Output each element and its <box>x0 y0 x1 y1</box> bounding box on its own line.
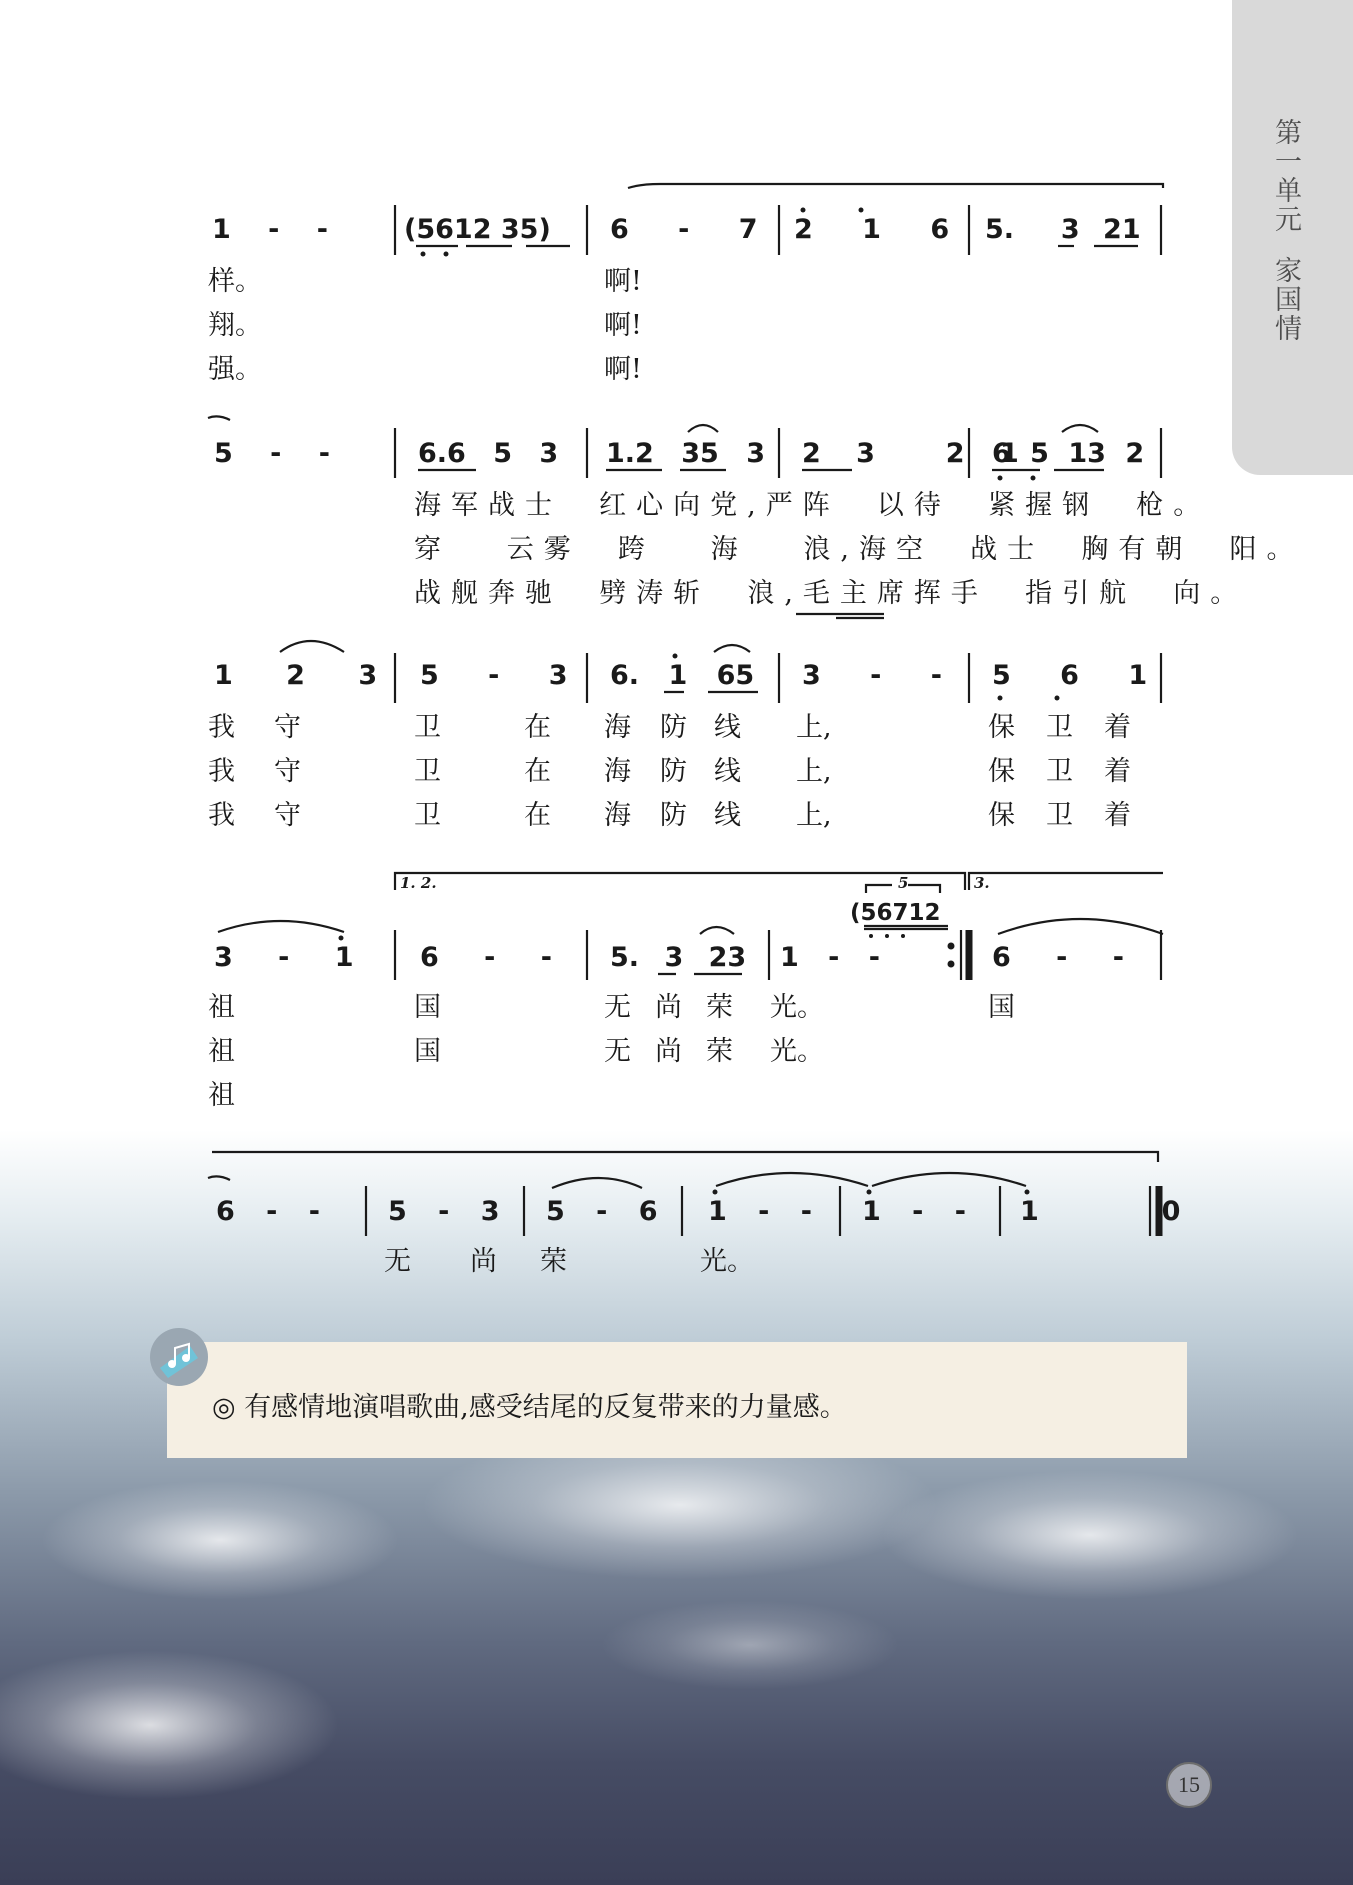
lyric-line: 战舰奔驰 劈涛斩 浪,毛主席挥手 指引航 向。 <box>414 578 1248 609</box>
lyric: 光。 <box>700 1246 754 1277</box>
notes: 5. 3 23 <box>610 942 747 973</box>
lyric: 上, <box>796 712 832 743</box>
unit-title: 家国情 <box>1270 256 1301 343</box>
lyric: 保 <box>988 756 1015 787</box>
high-dot <box>801 208 806 213</box>
score-row-4 <box>208 873 1163 1111</box>
volta-bracket-3 <box>969 873 1163 890</box>
tie <box>716 1173 868 1186</box>
lyric: 保 <box>988 712 1015 743</box>
lyric: 啊! <box>604 310 642 341</box>
notes: 1 - - <box>780 942 880 973</box>
notes: 6 - - <box>420 942 552 973</box>
lyric: 守 <box>274 800 301 831</box>
wave-foam <box>40 1480 400 1600</box>
lyric: 着 <box>1104 800 1131 831</box>
low-dot <box>998 476 1003 481</box>
high-dot <box>713 1190 718 1195</box>
notes: 1 - - <box>708 1196 812 1227</box>
notes: 5 - 3 <box>420 660 568 691</box>
lyric: 尚 <box>470 1246 497 1277</box>
lyric: 上, <box>796 756 832 787</box>
lyric: 着 <box>1104 712 1131 743</box>
ornament-notes: (56712 <box>850 900 941 926</box>
lyric: 卫 <box>1046 756 1073 787</box>
low-dot <box>901 934 905 938</box>
low-dot <box>869 934 873 938</box>
lyric: 卫 <box>414 800 441 831</box>
notes: 5 - 6 <box>546 1196 658 1227</box>
notes: 6 - - <box>216 1196 320 1227</box>
score-row-3 <box>208 641 1161 831</box>
score-row-1 <box>208 184 1163 385</box>
notes: 3 - - <box>802 660 942 691</box>
volta-bracket-1 <box>395 873 965 890</box>
high-dot <box>867 1190 872 1195</box>
tie <box>872 1173 1026 1186</box>
page-number: 15 <box>1166 1762 1212 1808</box>
notes: 3 - 1 <box>214 942 354 973</box>
high-dot <box>673 654 678 659</box>
lyric: 我 <box>208 800 235 831</box>
notes: 1 0 <box>1020 1196 1181 1227</box>
lyric: 国 <box>414 1036 441 1067</box>
lyric: 线 <box>714 800 741 831</box>
slur <box>700 927 734 934</box>
lyric: 海 <box>604 800 631 831</box>
lyric: 海 <box>604 756 631 787</box>
high-dot <box>1025 1190 1030 1195</box>
wave-foam <box>600 1600 900 1690</box>
lyric: 防 <box>660 712 687 743</box>
lyric: 我 <box>208 756 235 787</box>
tie-end <box>208 416 230 420</box>
lyric: 无尚荣 <box>604 1036 757 1067</box>
notes: 6 5 13 2 <box>992 438 1145 469</box>
lyric: 卫 <box>414 712 441 743</box>
lyric-line: 穿 云雾 跨 海 浪,海空 战士 胸有朝 阳。 <box>414 534 1304 565</box>
notes: 1 - - <box>862 1196 966 1227</box>
phrase-slur <box>628 184 1163 188</box>
lyric: 防 <box>660 800 687 831</box>
slur <box>218 921 344 932</box>
volta-label: 1. 2. <box>400 874 437 892</box>
lyric: 光。 <box>770 1036 824 1067</box>
low-dot <box>444 252 449 257</box>
unit-number: 第一单元 <box>1270 118 1301 234</box>
lyric: 无 <box>384 1246 411 1277</box>
lyric: 荣 <box>540 1246 567 1277</box>
slur <box>714 645 750 652</box>
lyric: 样。 <box>208 266 262 297</box>
notes: 6.6 5 3 <box>418 438 559 469</box>
slur <box>998 919 1163 934</box>
lyric: 在 <box>524 800 551 831</box>
lyric: 线 <box>714 712 741 743</box>
score-row-5 <box>208 1152 1180 1277</box>
lyric: 祖 <box>208 1036 235 1067</box>
notes: 2 3 2 1 <box>802 438 1019 469</box>
low-dot <box>1055 696 1060 701</box>
lyric: 线 <box>714 756 741 787</box>
lyric: 上, <box>796 800 832 831</box>
low-dot <box>998 696 1003 701</box>
tuplet-number: 5 <box>898 874 909 892</box>
lyric: 在 <box>524 756 551 787</box>
notes: 5 - 3 <box>388 1196 500 1227</box>
lyric: 啊! <box>604 354 642 385</box>
lyric: 防 <box>660 756 687 787</box>
lyric: 卫 <box>414 756 441 787</box>
notes: 5 6 1 <box>992 660 1148 691</box>
notes: 1 2 3 <box>214 660 378 691</box>
volta-label: 3. <box>974 874 990 892</box>
slur <box>1062 425 1098 432</box>
lyric: 无尚荣 <box>604 992 757 1023</box>
high-dot <box>339 936 344 941</box>
high-dot <box>859 208 864 213</box>
low-dot <box>1031 476 1036 481</box>
slur <box>688 425 718 432</box>
lyric-grid <box>208 712 1131 831</box>
lyric: 海 <box>604 712 631 743</box>
lyric: 祖 <box>208 1080 235 1111</box>
lyric: 守 <box>274 756 301 787</box>
lyric: 着 <box>1104 756 1131 787</box>
low-dot <box>885 934 889 938</box>
lyric: 守 <box>274 712 301 743</box>
lyric: 国 <box>414 992 441 1023</box>
notes: 5. 3 21 <box>985 214 1141 245</box>
lyric-line: 海军战士 红心向党,严阵 以待 紧握钢 枪。 <box>414 490 1211 521</box>
score-row-2 <box>208 416 1304 618</box>
lyric: 祖 <box>208 992 235 1023</box>
notes: 6 - - <box>992 942 1124 973</box>
lyric: 我 <box>208 712 235 743</box>
slur <box>280 641 344 652</box>
lyric: 翔。 <box>208 310 262 341</box>
notes: 1 - - <box>212 214 328 245</box>
lyric: 国 <box>988 992 1015 1023</box>
notes: 6 - 7 <box>610 214 758 245</box>
low-dot <box>421 252 426 257</box>
music-note-icon <box>150 1328 208 1386</box>
task-instruction: ◎ 有感情地演唱歌曲,感受结尾的反复带来的力量感。 <box>212 1392 847 1423</box>
lyric: 强。 <box>208 354 262 385</box>
wave-foam <box>880 1470 1300 1600</box>
lyric: 保 <box>988 800 1015 831</box>
lyric: 在 <box>524 712 551 743</box>
notes: 6. 1 65 <box>610 660 755 691</box>
notes: 5 - - <box>214 438 330 469</box>
tie-end <box>208 1176 230 1180</box>
notes: 1.2 35 3 <box>606 438 765 469</box>
repeat-dot <box>948 943 955 950</box>
intro-notes: (5612 35) <box>404 214 551 245</box>
lyric: 卫 <box>1046 800 1073 831</box>
notes: 2 1 6 <box>794 214 950 245</box>
repeat-dot <box>948 961 955 968</box>
lyric: 啊! <box>604 266 642 297</box>
lyric: 卫 <box>1046 712 1073 743</box>
phrase-bracket <box>212 1152 1158 1162</box>
slur <box>552 1178 642 1188</box>
lyric: 光。 <box>770 992 824 1023</box>
